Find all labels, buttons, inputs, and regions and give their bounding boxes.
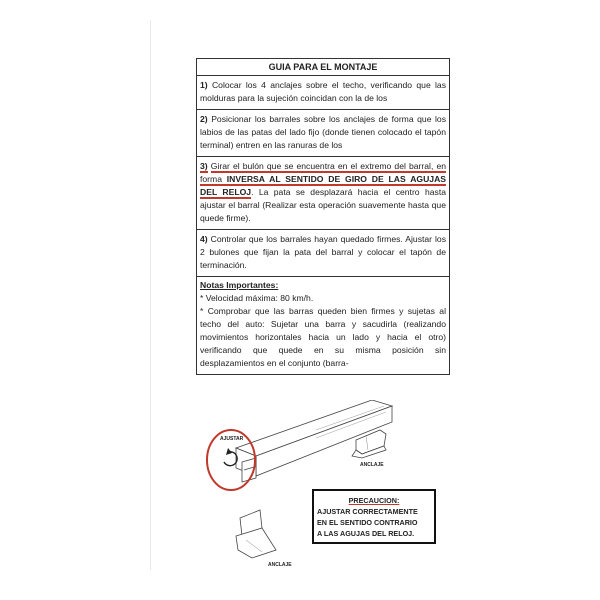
step-2-text: Posicionar los barrales sobre los anclajes de forma que los labios de las patas del lado fijo (donde tienen colocado el tapón terminal) entren en las ranuras de los — [200, 114, 447, 150]
caution-title: PRECAUCION: — [348, 496, 400, 505]
roof-bar-diagram — [196, 400, 456, 570]
step-4 — [197, 230, 449, 277]
anchor-label-bottom: ANCLAJE — [268, 562, 292, 568]
adjust-label: AJUSTAR — [220, 436, 244, 442]
counterclockwise-arrow-icon — [224, 448, 237, 466]
caution-line-2: EN EL SENTIDO CONTRARIO — [317, 518, 418, 527]
assembly-guide-table — [196, 58, 450, 375]
step-3-number: 3) — [200, 161, 208, 171]
anchor-bottom — [236, 510, 276, 558]
step-3-text-emphasis: INVERSA AL SENTIDO DE GIRO DE LAS AGUJAS DEL RELOJ — [200, 174, 447, 197]
page-edge — [150, 20, 151, 570]
anchor-label-top: ANCLAJE — [360, 462, 384, 468]
step-2-number: 2) — [200, 114, 208, 124]
important-notes — [197, 277, 449, 374]
note-check-bars: * Comprobar que las barras queden bien firmes y sujetas al techo del auto: Sujetar una barra y sacudirla (realizando movimientos horizontales hacia un lado y hacia el otro) verificando que quede en su misma posición sin desplazamientos en el conjunto (barra- — [200, 306, 446, 368]
note-speed: * Velocidad máxima: 80 km/h. — [200, 293, 314, 303]
notes-title: Notas Importantes: — [200, 280, 279, 290]
step-2 — [197, 110, 449, 157]
step-1 — [197, 76, 449, 110]
step-3-text-a: Girar el bulón que se encuentra en el extremo del barral, en forma — [200, 161, 447, 184]
step-3 — [197, 157, 449, 230]
step-4-text: Controlar que los barrales hayan quedado firmes. Ajustar los 2 bulones que fijan la pata del barral y colocar el tapón de terminación. — [200, 234, 446, 270]
caution-box — [312, 489, 436, 544]
caution-line-3: A LAS AGUJAS DEL RELOJ. — [317, 529, 415, 538]
guide-title: GUIA PARA EL MONTAJE — [197, 59, 449, 76]
step-3-text-b: . La pata se desplazará hacia el centro hasta ajustar el barral (Realizar esta operación suavemente hasta que quede firme). — [200, 187, 446, 223]
step-1-number: 1) — [200, 80, 208, 90]
step-4-number: 4) — [200, 234, 208, 244]
step-1-text: Colocar los 4 anclajes sobre el techo, verificando que las molduras para la sujeción coincidan con la de los — [200, 80, 446, 103]
caution-line-1: AJUSTAR CORRECTAMENTE — [317, 507, 418, 516]
